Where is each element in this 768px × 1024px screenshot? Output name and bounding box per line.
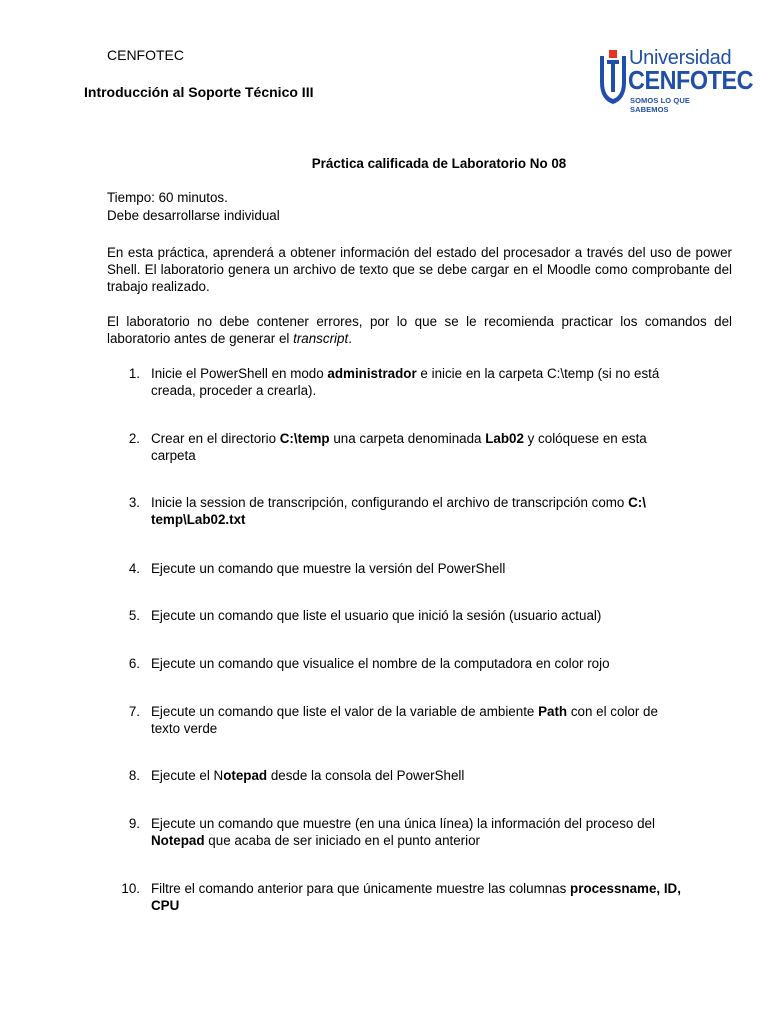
note-end: . xyxy=(348,331,352,346)
logo-text-cenfotec: CENFOTEC xyxy=(628,65,754,95)
cenfotec-logo-mark-icon xyxy=(600,50,626,104)
list-item-text-part: Ejecute un comando que liste el usuario que inició la sesión (usuario actual) xyxy=(151,608,602,623)
list-item-bold-text: Path xyxy=(538,704,568,719)
list-item-text-part: Crear en el directorio xyxy=(151,431,280,446)
list-item-number: 1. xyxy=(128,366,140,381)
list-item-text-part: y colóquese en esta carpeta xyxy=(151,431,647,463)
header-course-title: Introducción al Soporte Técnico III xyxy=(84,84,314,100)
list-item-text xyxy=(151,815,681,849)
list-item-text-part: Ejecute un comando que liste el valor de la variable de ambiente xyxy=(151,704,539,719)
list-item-number: 9. xyxy=(128,816,140,831)
list-item-bold-text: Notepad xyxy=(151,833,205,848)
list-item-bold-text: Lab02 xyxy=(485,431,524,446)
list-item-number: 7. xyxy=(128,704,140,719)
list-item-text-part: Inicie el PowerShell en modo xyxy=(151,366,328,381)
list-item-text xyxy=(151,560,681,577)
document-title-text: Práctica calificada de Laboratorio No 08 xyxy=(311,156,567,171)
list-item-text xyxy=(151,703,681,737)
list-item-number: 3. xyxy=(128,495,140,510)
list-item-number: 10. xyxy=(121,881,140,896)
note-italic-term: transcript xyxy=(293,331,349,346)
lab-meta xyxy=(107,189,280,225)
logo-text-universidad: Universidad xyxy=(629,47,732,69)
list-item-text-part: Ejecute el N xyxy=(151,768,224,783)
list-item-text-part: Ejecute un comando que visualice el nombre de la computadora en color rojo xyxy=(151,656,610,671)
list-item-bold-text: administrador xyxy=(327,366,417,381)
list-item-bold-text: C:\temp xyxy=(279,431,330,446)
list-item-text-part: Filtre el comando anterior para que únicamente muestre las columnas xyxy=(151,881,571,896)
list-item-text-part: que acaba de ser iniciado en el punto anterior xyxy=(204,833,481,848)
logo-tagline: SOMOS LO QUE SABEMOS xyxy=(630,96,690,114)
list-item-number: 8. xyxy=(128,768,140,783)
document-title xyxy=(0,155,768,172)
list-item-text xyxy=(151,607,681,624)
list-item-text-part: Ejecute un comando que muestre (en una única línea) la información del proceso del xyxy=(151,816,655,831)
university-logo xyxy=(598,46,754,114)
list-item-text-part: Inicie la session de transcripción, configurando el archivo de transcripción como xyxy=(151,495,629,510)
list-item-bold-text: C:\ temp\Lab02.txt xyxy=(151,495,646,527)
list-item-number: 4. xyxy=(128,561,140,576)
list-item-text-part: desde la consola del PowerShell xyxy=(267,768,465,783)
list-item-text xyxy=(151,430,681,464)
intro-paragraph: En esta práctica, aprenderá a obtener información del estado del procesador a través del uso de power Shell. El laboratorio genera un archivo de texto que se debe cargar en el Moodle como comprobante del trabajo realizado. xyxy=(107,245,732,294)
list-item-text-part: e inicie en la carpeta C:\temp (si no está creada, proceder a crearla). xyxy=(151,366,660,398)
list-item-number: 2. xyxy=(128,431,140,446)
time-limit: Tiempo: 60 minutos. xyxy=(107,190,228,205)
list-item-bold-text: otepad xyxy=(223,768,268,783)
list-item-text xyxy=(151,655,681,672)
list-item-text xyxy=(151,880,681,914)
list-item-text-part: una carpeta denominada xyxy=(329,431,486,446)
list-item-text-part: Ejecute un comando que muestre la versión del PowerShell xyxy=(151,561,506,576)
list-item-number: 6. xyxy=(128,656,140,671)
work-mode: Debe desarrollarse individual xyxy=(107,208,280,223)
list-item-text xyxy=(151,365,681,399)
header-org: CENFOTEC xyxy=(107,47,184,63)
note-text: El laboratorio no debe contener errores, por lo que se le recomienda practicar los comandos del laboratorio antes de generar el xyxy=(107,314,732,346)
list-item-text-part: con el color de texto verde xyxy=(151,704,658,736)
list-item-bold-text: processname, ID, CPU xyxy=(151,881,681,913)
list-item-text xyxy=(151,494,681,528)
note-paragraph xyxy=(107,313,732,347)
list-item-number: 5. xyxy=(128,608,140,623)
list-item-text xyxy=(151,767,681,784)
